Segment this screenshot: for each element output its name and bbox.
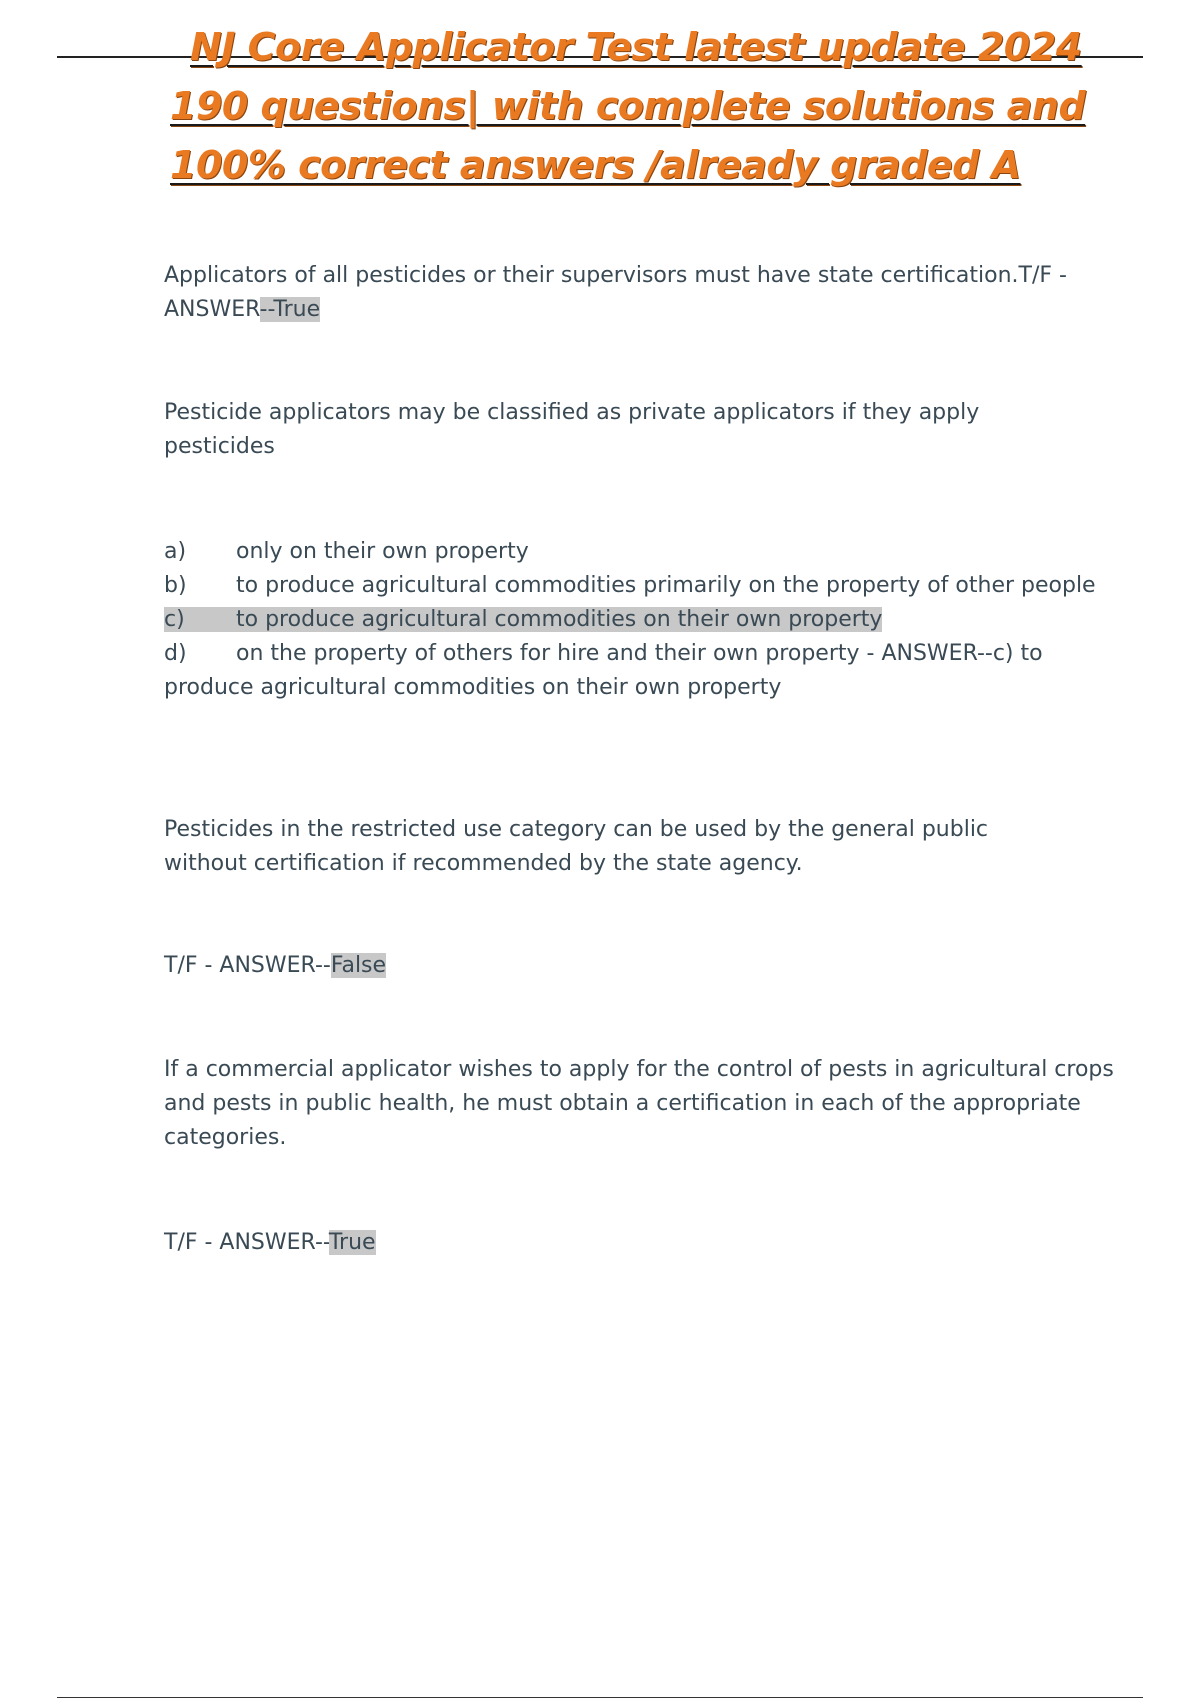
question-3-text: Pesticides in the restricted use category can be used by the general public without certification if recommended by the state agency. <box>164 817 989 876</box>
title-line-3: 100% correct answers /already graded A <box>170 143 1021 187</box>
question-3-answer: False <box>330 953 387 978</box>
question-3-answer-line <box>164 949 1124 983</box>
question-4-answer-line <box>164 1226 1124 1260</box>
question-4-text: If a commercial applicator wishes to apply for the control of pests in agricultural crops and pests in public health, he must obtain a certification in each of the appropriate categories. <box>164 1057 1114 1150</box>
question-2 <box>164 396 1024 464</box>
question-3 <box>164 813 1044 881</box>
question-3-answer-prefix: T/F - ANSWER-- <box>164 953 331 978</box>
question-1-answer: --True <box>259 297 321 322</box>
option-a: a) only on their own property <box>164 539 529 564</box>
question-2-options <box>164 535 1124 705</box>
question-1-text: Applicators of all pesticides or their supervisors must have state certification.T/F - <box>164 263 1067 288</box>
question-4-answer: True <box>328 1230 376 1255</box>
question-4 <box>164 1053 1124 1155</box>
document-title <box>170 18 1130 195</box>
option-b: b) to produce agricultural commodities primarily on the property of other people <box>164 573 1096 598</box>
question-4-answer-prefix: T/F - ANSWER-- <box>164 1230 329 1255</box>
option-d: d) on the property of others for hire and their own property - ANSWER--c) to produce agricultural commodities on their own property <box>164 641 1043 700</box>
question-2-text: Pesticide applicators may be classified as private applicators if they apply pesticides <box>164 400 980 459</box>
option-c: c) to produce agricultural commodities on their own property <box>164 607 883 632</box>
title-line-2: 190 questions| with complete solutions and <box>170 84 1086 128</box>
question-1-answer-prefix: ANSWER <box>164 297 260 322</box>
title-line-1: NJ Core Applicator Test latest update 2024 <box>190 25 1082 69</box>
footer-rule <box>57 1697 1143 1698</box>
question-1 <box>164 259 1124 327</box>
